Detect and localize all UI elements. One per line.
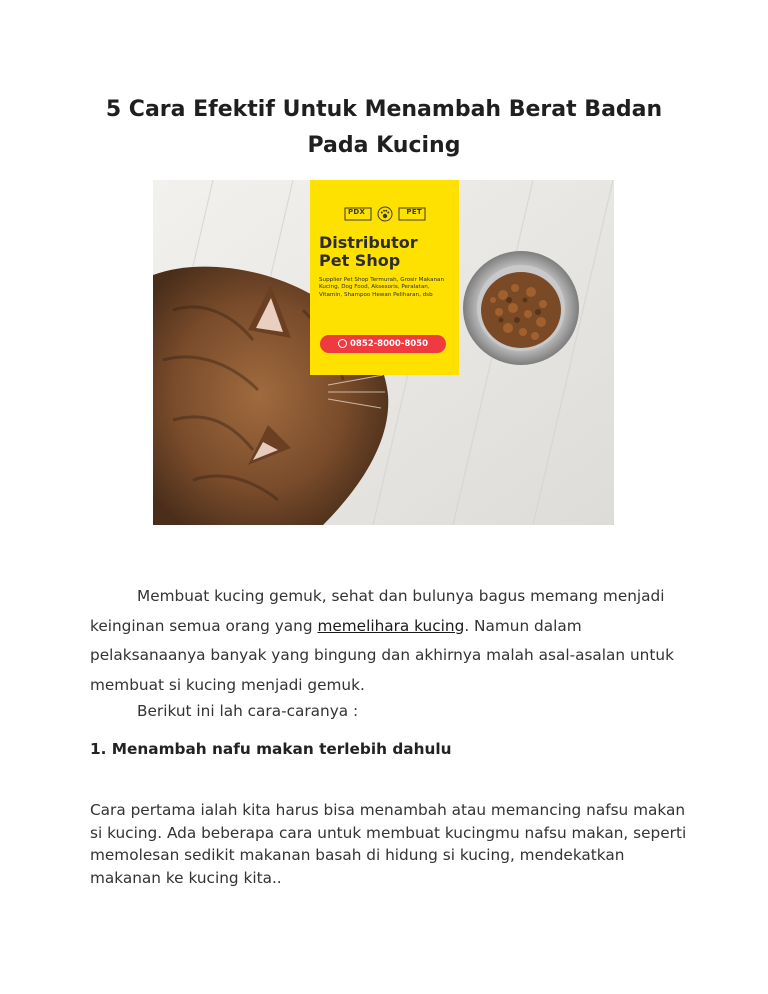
- banner-description: Supplier Pet Shop Termurah, Grosir Makanan Kucing, Dog Food, Aksesoris, Peralatan, Vitamin, Shampoo Hewan Peliharan, dsb: [319, 277, 445, 298]
- intro-text-end: . Namun dalam pelaksanaanya banyak yang bingung dan akhirnya malah asal-asalan untuk membuat si kucing menjadi gemuk.: [90, 616, 674, 694]
- hero-image: [153, 180, 614, 525]
- logo-text-right: PET: [406, 208, 422, 216]
- whatsapp-icon: [338, 339, 347, 348]
- phone-number: 0852-8000-8050: [349, 339, 429, 349]
- intro-paragraph: [90, 582, 690, 700]
- section-1-heading: 1. Menambah nafu makan terlebih dahulu: [90, 740, 452, 758]
- food-bowl-illustration: [463, 251, 579, 365]
- section-1-paragraph: Cara pertama ialah kita harus bisa menambah atau memancing nafsu makan si kucing. Ada beberapa cara untuk membuat kucingmu nafsu makan, seperti memolesan sedikit makanan basah di hidung si kucing, mendekatkan makanan ke kucing kita..: [90, 801, 687, 887]
- logo-text-left: PDX: [348, 208, 366, 216]
- promo-banner: [310, 180, 459, 375]
- intro-text-start: Membuat kucing gemuk, sehat dan bulunya bagus memang menjadi keinginan semua orang yang: [90, 587, 665, 635]
- steps-intro-paragraph: Berikut ini lah cara-caranya :: [137, 702, 359, 720]
- page-title: 5 Cara Efektif Untuk Menambah Berat Badan Pada Kucing: [105, 97, 663, 158]
- banner-heading: Distributor Pet Shop: [319, 233, 418, 270]
- whatsapp-phone-button[interactable]: [320, 335, 446, 353]
- pdx-pet-logo: [344, 205, 426, 223]
- memelihara-kucing-link[interactable]: memelihara kucing: [317, 616, 465, 635]
